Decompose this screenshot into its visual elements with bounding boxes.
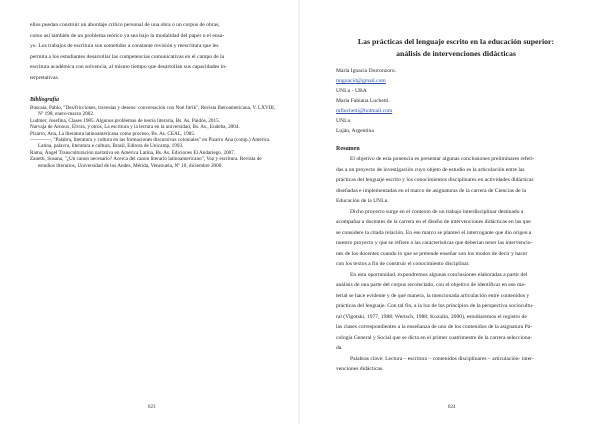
author-email-link[interactable]: mfluchetti@hotmail.com <box>336 108 393 114</box>
title-line: análisis de intervenciones didácticas <box>396 49 516 58</box>
bibliography-heading: Bibliografía <box>30 97 59 103</box>
article-title <box>336 36 576 60</box>
paragraph-line: escritura académica con solvencia, al mismo tiempo que desarrollan sus capacidades in- <box>30 64 227 70</box>
resumen-line: acompañar a docentes de la carrera en el diseño de intervenciones didácticas en las que <box>336 219 531 225</box>
bibliography-entry: Pizarro, Ana, La literatura latinoamericana como proceso, Bs. As. CEAL, 1985. <box>30 130 196 137</box>
paragraph-line: como así también de un problema teórico ya sea bajo la modalidad del paper o el ensa- <box>30 32 225 39</box>
author-institution: UNLu <box>336 118 351 124</box>
resumen-line: análisis de una parte del corpus recolectado, con el objetivo de identificar en ese ma- <box>336 282 526 288</box>
resumen-line: se considere la citada relación. En ese marco se planteó el interrogante que dio origen a <box>336 229 532 236</box>
resumen-line: prácticas del lenguaje escrito y los conocimientos disciplinares en actividades didácticas <box>336 177 534 183</box>
page-number: 824 <box>448 405 456 410</box>
keywords-line: venciones didácticas. <box>336 366 384 372</box>
paragraph-line: yo. Los trabajos de escritura son sometidos a constante revisión y reescritura que les <box>30 43 219 49</box>
resumen-line: con los textos a fin de construir el conocimiento disciplinar. <box>336 261 470 267</box>
resumen-line: El objetivo de esta ponencia es presentar algunas conclusiones preliminares referi- <box>350 156 535 162</box>
bibliography-entry: ————, "Palabra, literatura y cultura en las formaciones discursivas coloniales" en Pizarro Ana (comp.) América Latina, palavra, literatura e cultura, Brasil, Editora de Unicamp, 1993. <box>30 137 270 150</box>
author-name: María Fabiana Luchetti. <box>336 98 390 104</box>
bibliography-entry: Ludmer, Josefina, Clases 1985. Algunos problemas de teoría literaria, Bs. As. Paidós, 2015. <box>30 117 220 124</box>
bibliography-entry: Rama, Ángel Transculturación narrativa en América Latina, Bs. As. Ediciones El Andariego, 2007. <box>30 149 236 156</box>
author-name: María Ignacia Dorronzoro. <box>336 68 397 74</box>
author-institution: UNLu - UBA <box>336 88 367 94</box>
paragraph-line: ellos puedan construir un abordaje crítico personal de una obra o un corpus de obras, <box>30 22 220 28</box>
resumen-line: diseñadas e implementadas en el marco de asignaturas de la carrera de Ciencias de la <box>336 187 527 194</box>
bibliography-entry: Narvaja de Arnoux, Elvira, y otros, La escritura y la lectura en la universidad, Bs. As., Eudeba, 2004. <box>30 124 240 131</box>
right-column <box>336 36 576 375</box>
paragraph-line: permita a los estudiantes desarrollar las competencias comunicativas en el campo de la <box>30 53 225 60</box>
resumen-line: En esta oportunidad, expondremos algunas conclusiones elaboradas a partir del <box>350 271 528 278</box>
right-page <box>300 0 600 424</box>
resumen-body <box>336 154 576 375</box>
author-block <box>336 66 576 136</box>
resumen-line: prácticas del lenguaje. Con tal fin, a la luz de los principios de la perspectiva sociocultu- <box>336 303 534 309</box>
continuation-paragraph <box>30 20 276 83</box>
bibliography-list <box>30 105 276 169</box>
keywords-line: Palabras clave: Lectura – escritura – contenidos disciplinares – articulación- inter- <box>350 355 534 362</box>
resumen-line: cología General y Social que se dicta en el primer cuatrimestre de la carrera selecciona- <box>336 334 532 341</box>
resumen-heading: Resumen <box>336 146 360 152</box>
resumen-line: nuestro proyecto y que se refiere a las características que deberían tener las intervencio- <box>336 240 533 246</box>
resumen-line: terial se hace evidente y de qué manera, la mencionada articulación entre contenidos y <box>336 292 530 299</box>
author-location: Luján, Argentina <box>336 128 374 134</box>
resumen-line: ral (Vigotski, 1977, 1988; Wertsch, 1988; Kozulin, 2000), estudiaremos el registro de <box>336 313 527 320</box>
resumen-line: das a un proyecto de investigación cuyo objeto de estudio es la articulación entre las <box>336 166 525 173</box>
resumen-line: Educación de la UNLu. <box>336 198 389 204</box>
page-number: 823 <box>148 405 156 410</box>
resumen-line: nes de los docentes cuando lo que se pretende enseñar son los modos de decir y hacer <box>336 250 528 257</box>
resumen-line: Dicho proyecto surge en el contexto de un trabajo interdisciplinar destinado a <box>350 208 524 215</box>
bibliography-entry: Buscaia, Pablo, "Des/fricciones, travesías y deseos: conversación con Noé Jitrik", Revista Iberoamericana, V. LXVIII, Nº 198, enero-marzo 2002. <box>30 105 276 118</box>
resumen-line: da. <box>336 345 343 351</box>
title-line: Las prácticas del lenguaje escrito en la educación superior: <box>357 37 555 46</box>
paragraph-line: terpretativas. <box>30 74 60 81</box>
author-email-link[interactable]: mignacid@gmail.com <box>336 78 386 84</box>
bibliography-entry: Zanetti, Susana, "¿Un canon necesario? Acerca del canon literario latinoamericano", Voz y escritura. Revista de estudios literarios, Universidad de los Andes, Mérida, Venezuela, Nº 10, diciembre 2000. <box>30 156 262 169</box>
left-column <box>30 20 276 169</box>
resumen-line: las clases correspondientes a la enseñanza de uno de los contenidos de la asignatura Pa- <box>336 324 533 330</box>
